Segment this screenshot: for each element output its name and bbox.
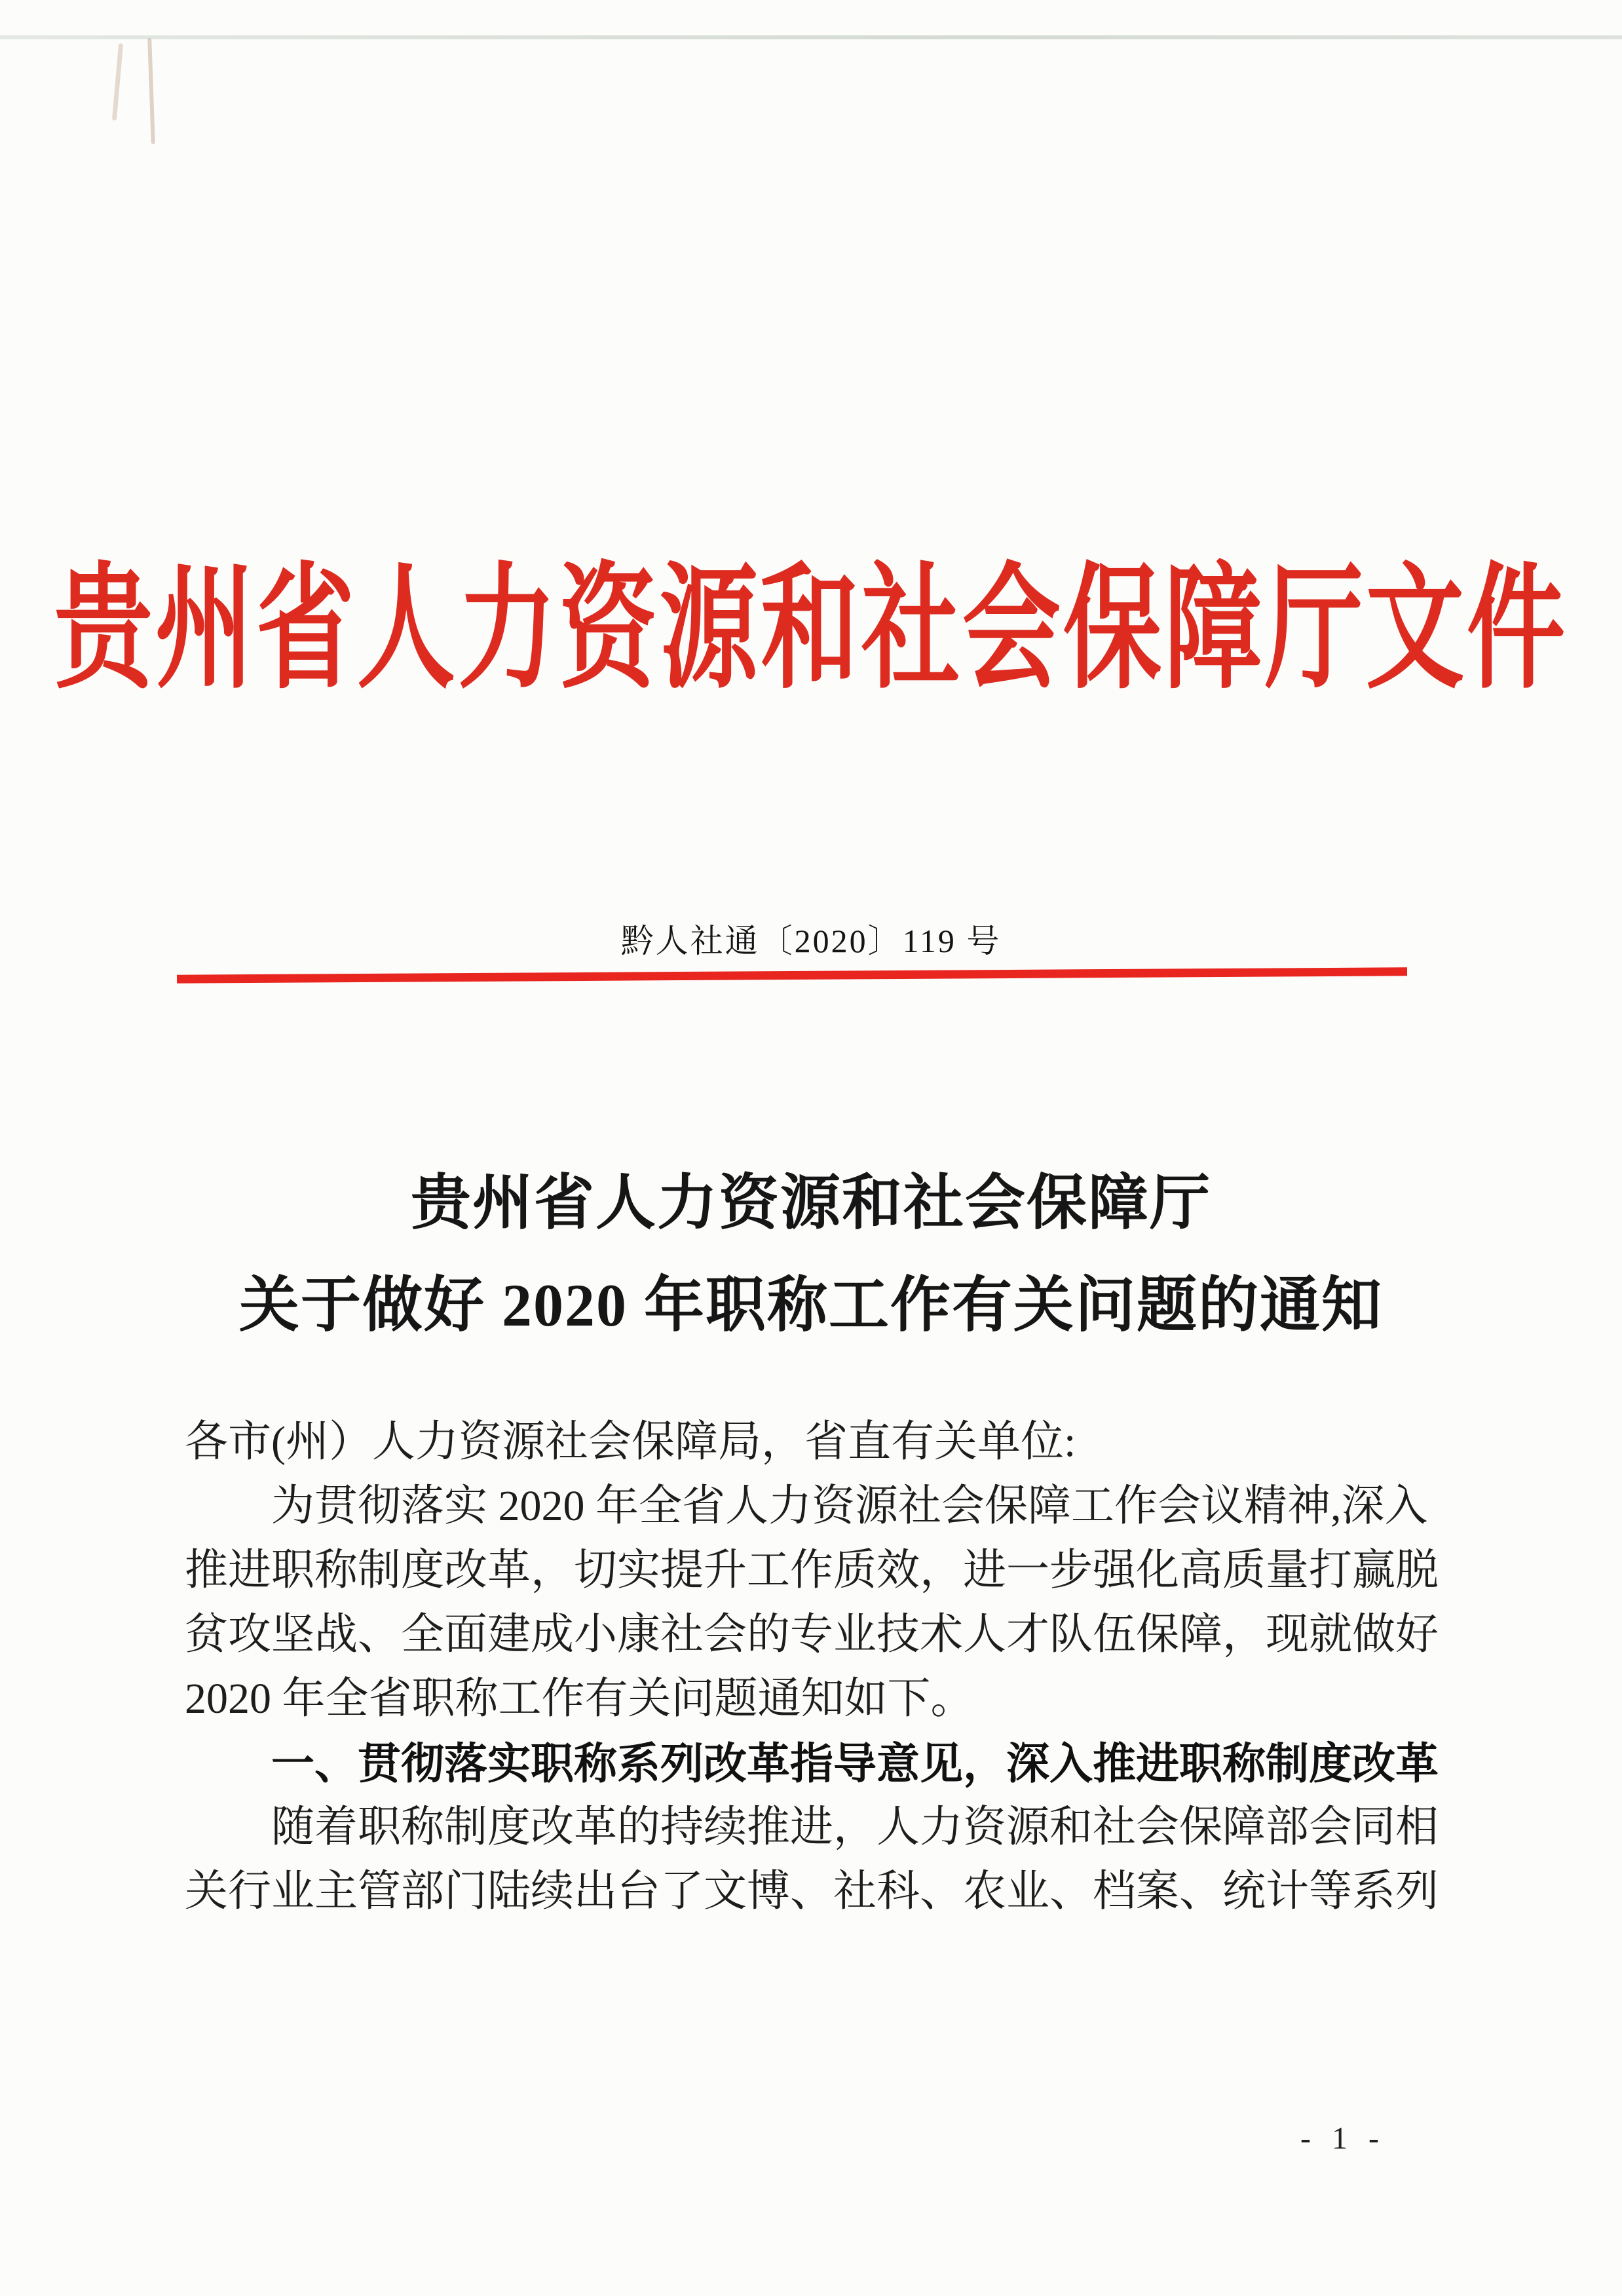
body-line: 2020 年全省职称工作有关问题通知如下。 [185, 1675, 974, 1723]
title-line-2: 关于做好 2020 年职称工作有关问题的通知 [238, 1272, 1383, 1339]
scan-smudge-artifact [112, 43, 123, 121]
body-line: 推进职称制度改革，切实提升工作质效，进一步强化高质量打赢脱 [185, 1546, 1439, 1594]
red-divider-line [177, 967, 1407, 983]
document-body [185, 1410, 1437, 1924]
body-line: 关行业主管部门陆续出台了文博、社科、农业、档案、统计等系列 [185, 1867, 1439, 1915]
agency-banner: 贵州省人力资源和社会保障厅文件 [54, 554, 1568, 706]
body-line: 各市(州）人力资源社会保障局，省直有关单位: [185, 1418, 1076, 1466]
page-number: - 1 - [1300, 2121, 1386, 2156]
document-number: 黔人社通〔2020〕119 号 [620, 923, 1002, 959]
section-heading: 一、贯彻落实职称系列改革指导意见，深入推进职称制度改革 [271, 1739, 1439, 1788]
scan-smudge-artifact [147, 38, 155, 144]
body-line: 为贯彻落实 2020 年全省人力资源社会保障工作会议精神,深入 [271, 1482, 1428, 1530]
document-title [0, 1152, 1622, 1356]
title-line-1: 贵州省人力资源和社会保障厅 [410, 1170, 1211, 1236]
scan-edge-artifact [0, 35, 1622, 39]
body-line: 随着职称制度改革的持续推进，人力资源和社会保障部会同相 [271, 1803, 1439, 1851]
body-line: 贫攻坚战、全面建成小康社会的专业技术人才队伍保障，现就做好 [185, 1611, 1439, 1658]
